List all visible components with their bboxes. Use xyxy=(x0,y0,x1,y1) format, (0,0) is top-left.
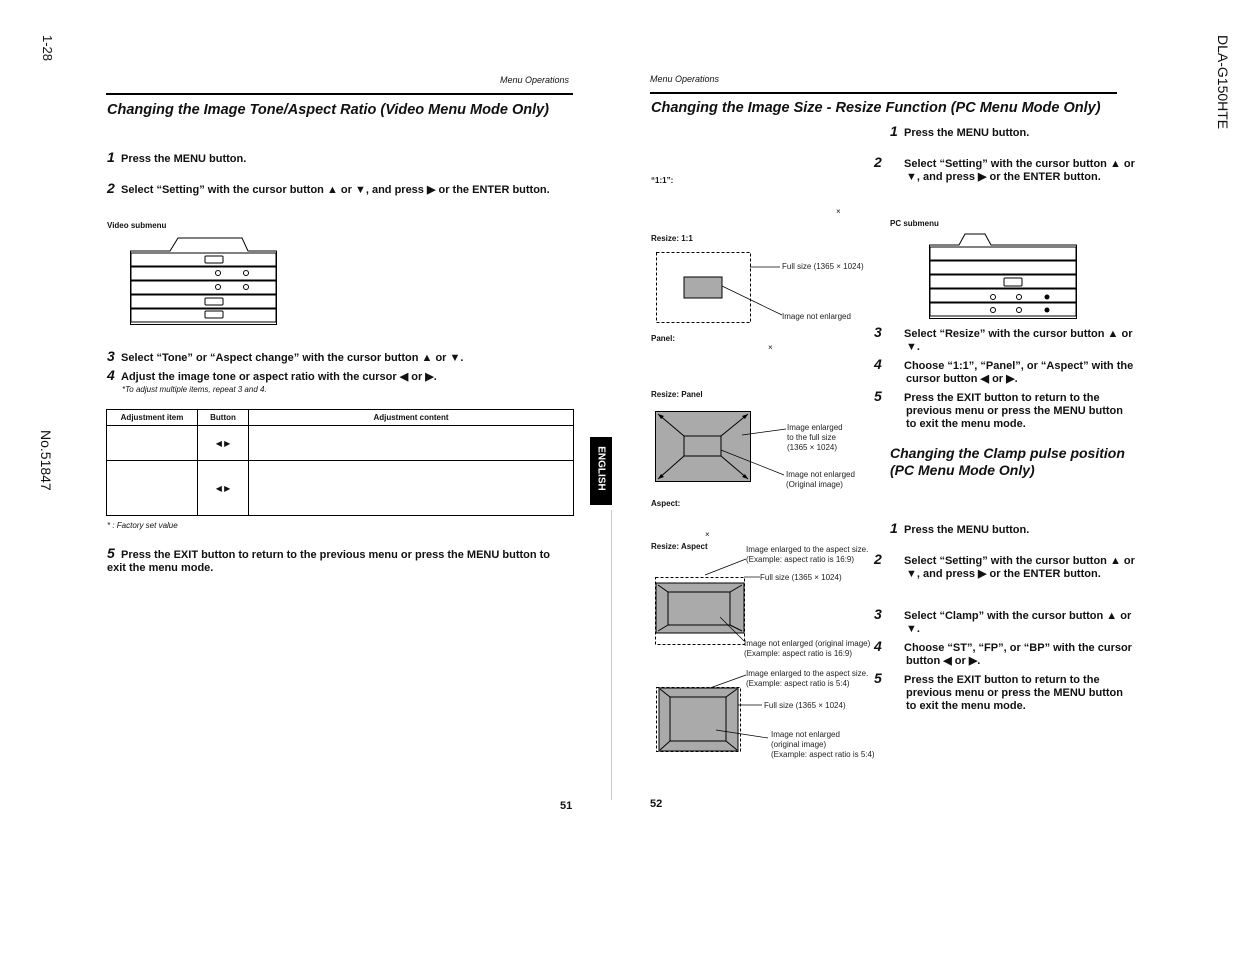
times-sign-aspect: × xyxy=(705,530,710,539)
full-size-label: Full size (1365 × 1024) xyxy=(782,262,864,271)
page-number-right: 52 xyxy=(650,798,663,810)
step-number: 4 xyxy=(874,356,882,372)
model-name: DLA-G150HTE xyxy=(1215,35,1231,130)
clamp-step-4 xyxy=(874,638,1136,668)
clamp-step-3 xyxy=(874,606,1136,636)
label-line: (Example: aspect ratio is 16:9) xyxy=(746,555,855,564)
resize-11-label: Resize: 1:1 xyxy=(651,234,693,243)
times-sign-panel: × xyxy=(768,343,773,352)
aspect-169-not-enlarged-label xyxy=(744,639,870,659)
ratio-label: “1:1”: xyxy=(651,176,674,185)
column-header: Button xyxy=(198,410,249,426)
step-1 xyxy=(107,151,567,166)
aspect-169-enlarged-label xyxy=(746,545,868,565)
pc-submenu-label: PC submenu xyxy=(890,219,939,228)
label-line: (Example: aspect ratio is 5:4) xyxy=(771,750,875,759)
step-number: 5 xyxy=(874,388,882,404)
aspect-169-diagram xyxy=(650,555,880,650)
step-number: 1 xyxy=(890,123,898,139)
page-header-right: Menu Operations xyxy=(650,74,720,84)
table-row xyxy=(107,426,574,461)
step-number: 2 xyxy=(107,180,115,196)
table-cell xyxy=(249,426,574,461)
step-2 xyxy=(107,182,577,197)
label-line: (1365 × 1024) xyxy=(787,443,838,452)
header-rule xyxy=(106,93,573,95)
aspect-54-full-label: Full size (1365 × 1024) xyxy=(764,701,846,710)
step-number: 5 xyxy=(874,670,882,686)
video-submenu-diagram xyxy=(130,234,280,326)
step-number: 2 xyxy=(874,551,882,567)
step-number: 3 xyxy=(107,348,115,364)
doc-number: No.51847 xyxy=(38,430,54,491)
label-line: (original image) xyxy=(771,740,827,749)
resize-step-3 xyxy=(874,324,1136,354)
adjustment-table xyxy=(106,409,574,516)
label-line: Image not enlarged (original image) xyxy=(744,639,871,648)
step-text: Press the EXIT button to return to the previous menu or press the MENU button to exit the menu mode. xyxy=(904,674,1123,712)
step-5 xyxy=(107,547,572,575)
page-number: 51 xyxy=(560,800,573,812)
not-enlarged-label: Image not enlarged xyxy=(782,312,851,321)
table-cell: ◀ ▶ xyxy=(198,461,249,516)
step-text: Select “Setting” with the cursor button ▲ or ▼, and press ▶ or the ENTER button. xyxy=(904,555,1135,580)
step-3 xyxy=(107,350,577,365)
column-header: Adjustment content xyxy=(249,410,574,426)
step-number: 1 xyxy=(890,520,898,536)
page-header: Menu Operations xyxy=(500,75,570,85)
clamp-step-5 xyxy=(874,670,1136,713)
panel-label: Panel: xyxy=(651,334,676,343)
step-number: 4 xyxy=(874,638,882,654)
step-number: 3 xyxy=(874,324,882,340)
aspect-54-not-enlarged-label xyxy=(771,730,875,760)
aspect-169-full-label: Full size (1365 × 1024) xyxy=(760,573,842,582)
resize-panel-label: Resize: Panel xyxy=(651,390,703,399)
label-line: Image enlarged to the aspect size. xyxy=(746,669,869,678)
step-4 xyxy=(107,369,577,384)
table-cell xyxy=(249,461,574,516)
step-4-note: *To adjust multiple items, repeat 3 and 4. xyxy=(122,385,267,394)
step-text: Press the MENU button. xyxy=(904,127,1030,139)
resize-step-5 xyxy=(874,388,1136,431)
clamp-step-1 xyxy=(890,522,1120,537)
label-line: Image enlarged to the aspect size. xyxy=(746,545,869,554)
step-text: Select “Setting” with the cursor button ▲ or ▼, and press ▶ or the ENTER button. xyxy=(121,184,550,196)
submenu-label: Video submenu xyxy=(107,221,167,230)
resize-step-2 xyxy=(874,154,1136,184)
table-row xyxy=(107,461,574,516)
factory-note: * : Factory set value xyxy=(107,521,178,530)
label-line: (Example: aspect ratio is 16:9) xyxy=(744,649,853,658)
resize-aspect-label: Resize: Aspect xyxy=(651,542,708,551)
step-text: Press the EXIT button to return to the previous menu or press the MENU button to exit the menu mode. xyxy=(904,392,1123,430)
step-number: 4 xyxy=(107,367,115,383)
step-text: Select “Setting” with the cursor button ▲ or ▼, and press ▶ or the ENTER button. xyxy=(904,158,1135,183)
step-text: Adjust the image tone or aspect ratio with the cursor ◀ or ▶. xyxy=(121,371,437,383)
step-number: 1 xyxy=(107,149,115,165)
label-line: Image not enlarged xyxy=(771,730,840,739)
aspect-label: Aspect: xyxy=(651,499,681,508)
step-text: Press the MENU button. xyxy=(121,153,247,165)
label-line: Image not enlarged xyxy=(786,470,855,479)
column-divider xyxy=(611,510,612,800)
step-text: Select “Clamp” with the cursor button ▲ or ▼. xyxy=(904,610,1132,635)
label-line: to the full size xyxy=(787,433,836,442)
step-text: Select “Tone” or “Aspect change” with the cursor button ▲ or ▼. xyxy=(121,352,464,364)
clamp-step-2 xyxy=(874,551,1136,581)
section-title-right: Changing the Image Size - Resize Function (PC Menu Mode Only) xyxy=(651,100,1101,116)
table-cell xyxy=(107,461,198,516)
table-cell: ◀ ▶ xyxy=(198,426,249,461)
label-line: (Original image) xyxy=(786,480,843,489)
header-rule-right xyxy=(650,92,1117,94)
table-cell xyxy=(107,426,198,461)
resize-step-1 xyxy=(890,125,1120,140)
step-number: 5 xyxy=(107,545,115,561)
table-header-row xyxy=(107,410,574,426)
label-line: Image enlarged xyxy=(787,423,843,432)
panel-enlarged-label xyxy=(787,423,843,453)
aspect-54-enlarged-label xyxy=(746,669,868,689)
pc-submenu-diagram xyxy=(929,231,1079,321)
page-label: 1-28 xyxy=(40,35,55,62)
step-number: 3 xyxy=(874,606,882,622)
section-title: Changing the Image Tone/Aspect Ratio (Video Menu Mode Only) xyxy=(107,102,550,118)
step-text: Select “Resize” with the cursor button ▲ or ▼. xyxy=(904,328,1133,353)
step-text: Press the MENU button. xyxy=(904,524,1030,536)
step-text: Press the EXIT button to return to the previous menu or press the MENU button to exit the menu mode. xyxy=(107,549,551,574)
step-number: 2 xyxy=(874,154,882,170)
times-sign: × xyxy=(836,207,841,216)
resize-step-4 xyxy=(874,356,1136,386)
clamp-title: Changing the Clamp pulse position (PC Menu Mode Only) xyxy=(890,445,1125,478)
label-line: (Example: aspect ratio is 5:4) xyxy=(746,679,850,688)
step-text: Choose “ST”, “FP”, or “BP” with the cursor button ◀ or ▶. xyxy=(904,642,1132,667)
language-tab-label: ENGLISH xyxy=(595,446,607,491)
column-header: Adjustment item xyxy=(107,410,198,426)
step-text: Choose “1:1”, “Panel”, or “Aspect” with the cursor button ◀ or ▶. xyxy=(904,360,1134,385)
panel-not-enlarged-label xyxy=(786,470,855,490)
language-tab xyxy=(590,437,612,505)
